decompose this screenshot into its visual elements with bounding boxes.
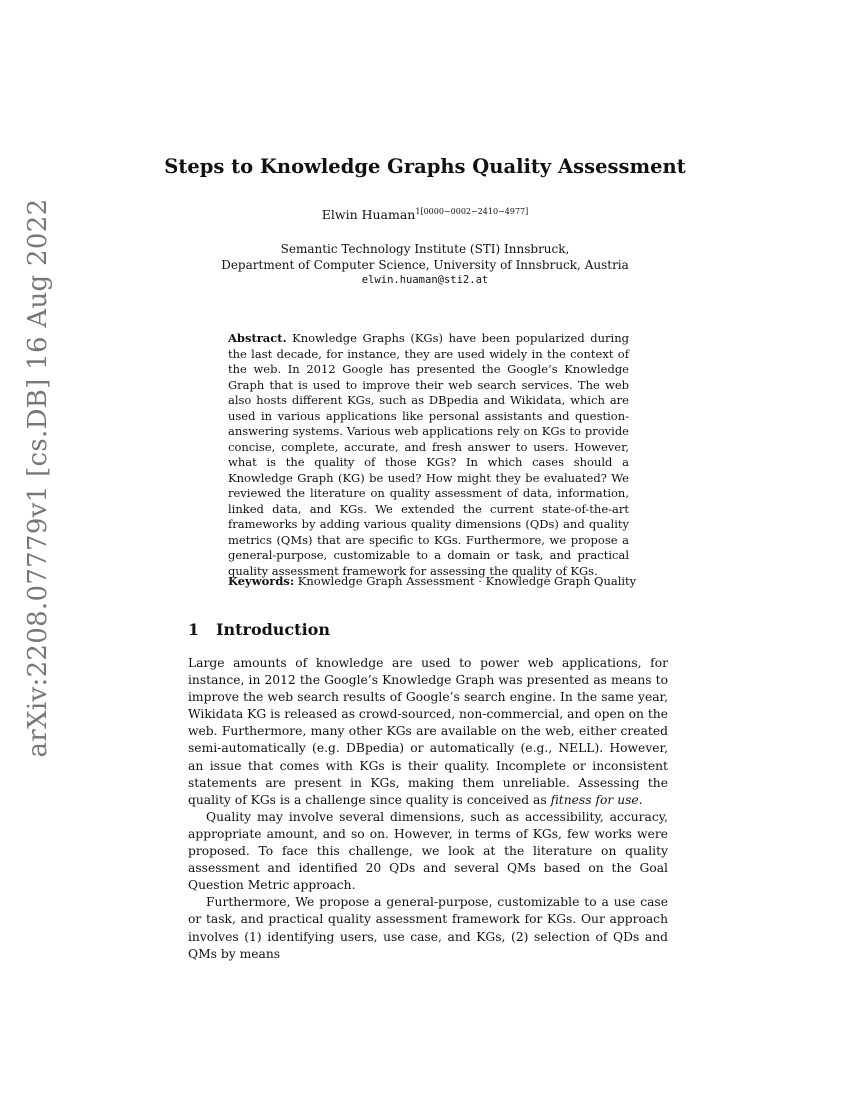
keywords bbox=[228, 574, 648, 588]
affiliation-institute: Semantic Technology Institute (STI) Innsbruck, bbox=[280, 242, 570, 256]
arxiv-identifier: arXiv:2208.07779v1 [cs.DB] 16 Aug 2022 bbox=[23, 198, 53, 758]
paragraph-1-emphasis: fitness for use bbox=[550, 792, 639, 807]
author-line bbox=[0, 207, 850, 222]
abstract-label: Abstract. bbox=[228, 331, 287, 345]
author-name: Elwin Huaman bbox=[321, 207, 416, 222]
keywords-text: Knowledge Graph Assessment · Knowledge Graph Quality bbox=[297, 574, 637, 588]
paper-title: Steps to Knowledge Graphs Quality Assessment bbox=[164, 155, 686, 178]
affiliation-department: Department of Computer Science, University of Innsbruck, Austria bbox=[221, 258, 629, 272]
section-heading bbox=[188, 620, 330, 639]
author-email[interactable]: elwin.huaman@sti2.at bbox=[361, 274, 489, 286]
introduction-body bbox=[188, 655, 668, 963]
abstract-text: Knowledge Graphs (KGs) have been popularized during the last decade, for instance, they are used widely in the context of the web. In 2012 Google has presented the Google’s Knowledge Graph that is used to improve their web search services. The web also hosts different KGs, such as DBpedia and Wikidata, which are used in various applications like personal assistants and question-answering systems. Various web applications rely on KGs to provide concise, complete, accurate, and fresh answer to users. However, what is the quality of those KGs? In which cases should a Knowledge Graph (KG) be used? How might they be evaluated? We reviewed the literature on quality assessment of data, information, linked data, and KGs. We extended the current state-of-the-art frameworks by adding various quality dimensions (QDs) and quality metrics (QMs) that are specific to KGs. Furthermore, we propose a general-purpose, customizable to a domain or task, and practical quality assessment framework for assessing the quality of KGs. bbox=[228, 331, 630, 578]
paragraph-1-end: . bbox=[638, 792, 643, 807]
author-orcid: 1[0000−0002−2410−4977] bbox=[415, 207, 529, 216]
section-number: 1 bbox=[188, 620, 200, 639]
paragraph-3: Furthermore, We propose a general-purpose, customizable to a use case or task, and practical quality assessment framework for KGs. Our approach involves (1) identifying users, use case, and KGs, (2) selection of QDs and QMs by means bbox=[188, 895, 668, 961]
section-title: Introduction bbox=[216, 620, 330, 639]
paragraph-1 bbox=[188, 655, 668, 809]
paragraph-1-text: Large amounts of knowledge are used to power web applications, for instance, in 2012 the Google’s Knowledge Graph was presented as means to improve the web search results of Google’s search engine. In the same year, Wikidata KG is released as crowd-sourced, non-commercial, and open on the web. Furthermore, many other KGs are available on the web, either created semi-automatically (e.g. DBpedia) or automatically (e.g., NELL). However, an issue that comes with KGs is their quality. Incomplete or inconsistent statements are present in KGs, making them unreliable. Assessing the quality of KGs is a challenge since quality is conceived as bbox=[188, 656, 668, 807]
keywords-label: Keywords: bbox=[228, 574, 295, 588]
abstract bbox=[228, 331, 629, 579]
paragraph-2: Quality may involve several dimensions, such as accessibility, accuracy, appropriate amount, and so on. However, in terms of KGs, few works were proposed. To face this challenge, we look at the literature on quality assessment and identified 20 QDs and several QMs based on the Goal Question Metric approach. bbox=[188, 809, 668, 893]
